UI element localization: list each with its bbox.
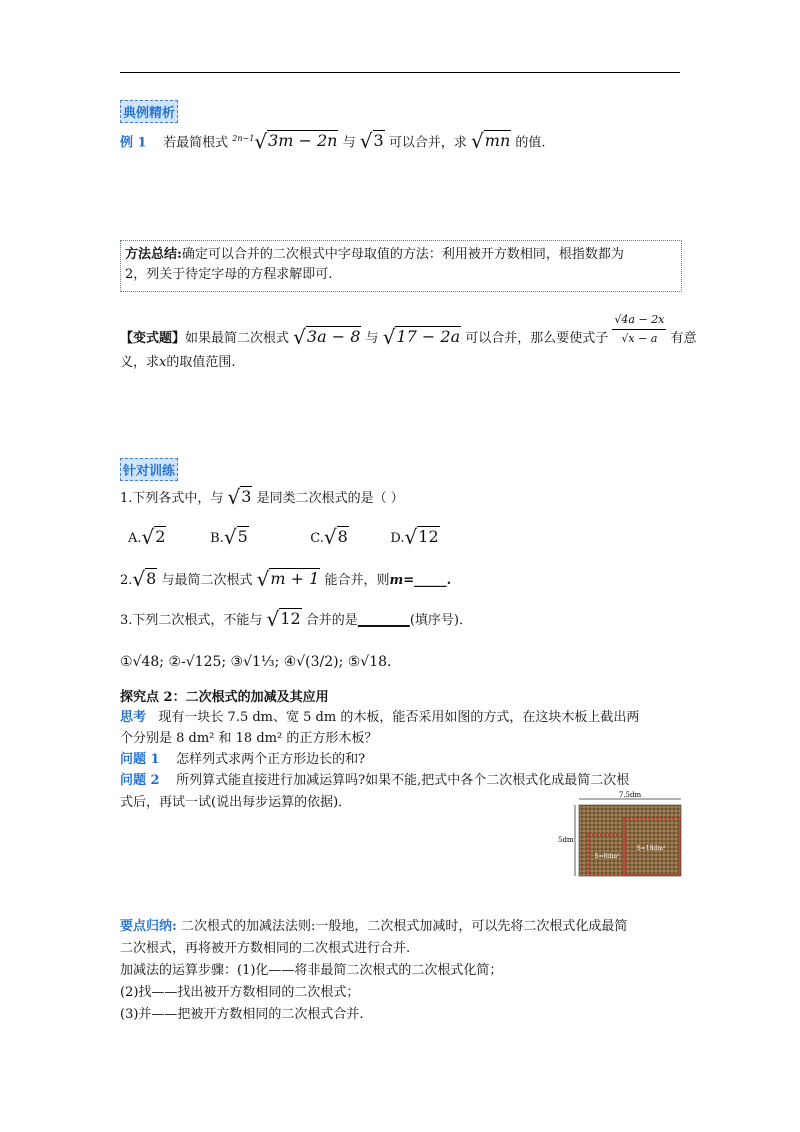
example-label: 例 1	[120, 135, 147, 151]
summary-line-4: (2)找——找出被开方数相同的二次根式；	[120, 985, 360, 1000]
question-1: 问题 1 怎样列式求两个正方形边长的和?	[120, 752, 366, 767]
summary-line-3: 加减法的运算步骤：(1)化——将非最简二次根式的二次根式化简；	[120, 963, 503, 978]
practice-q1-options	[128, 525, 548, 549]
question-2: 问题 2 所列算式能直接进行加减运算吗?如果不能,把式中各个二次根式化成最简二次根	[120, 773, 630, 788]
radical-sqrt3: √3	[359, 129, 384, 154]
variant-question-cont: 义，求x的取值范围.	[120, 355, 236, 370]
option-b: B.√5	[210, 525, 248, 549]
practice-q3-items: ①√48; ②-√125; ③√1⅓; ④√(3/2); ⑤√18.	[120, 654, 392, 670]
section-title-practice: 针对训练	[120, 458, 178, 481]
summary-line-1: 要点归纳: 二次根式的加减法法则:一般地，二次根式加减时，可以先将二次根式化成最简	[120, 919, 628, 934]
practice-q2: 2.√8 与最简二次根式 √m + 1 能合并，则m=_____.	[120, 567, 452, 591]
width-label: 7.5dm	[618, 791, 642, 799]
option-c: C.√8	[310, 525, 348, 549]
height-label: 5dm	[558, 836, 574, 844]
think-line-2: 个分别是 8 dm² 和 18 dm² 的正方形木板？	[120, 731, 378, 746]
practice-q1: 1.下列各式中，与 √3 是同类二次根式的是（ ）	[120, 485, 404, 509]
summary-line-2: 二次根式，再将被开方数相同的二次根式进行合并.	[120, 941, 411, 956]
wood-board-diagram	[555, 790, 683, 882]
think-line-1: 思考 现有一块长 7.5 dm、宽 5 dm 的木板，能否采用如图的方式，在这块木板上截出两	[120, 710, 640, 725]
practice-q3: 3.下列二次根式，不能与 √12 合并的是________(填序号)．	[120, 607, 472, 631]
explore-heading: 探究点 2：二次根式的加减及其应用	[120, 690, 329, 705]
variant-label: 【变式题】	[120, 331, 186, 346]
method-summary-box: 方法总结:确定可以合并的二次根式中字母取值的方法：利用被开方数相同，根指数都为 2，列关于待定字母的方程求解即可.	[120, 240, 682, 292]
radical-mn: √mn	[471, 129, 511, 154]
option-a: A.√2	[128, 525, 166, 549]
variant-question: 【变式题】如果最简二次根式 √3a − 8 与 √17 − 2a 可以合并，那么要使式子 $\frac{√4a - 2x}{√x - a}$ 有意	[120, 313, 697, 349]
method-label: 方法总结:	[125, 247, 182, 262]
wood-board	[579, 805, 681, 876]
summary-line-5: (3)并——把被开方数相同的二次根式合并.	[120, 1007, 364, 1022]
radical-nth-root: $^{2n-1}$√3m − 2n	[232, 129, 338, 154]
example-1: 例 1 若最简根式 $^{2n-1}$√3m − 2n 与 √3 可以合并，求 √mn 的值.	[120, 129, 546, 154]
top-rule	[120, 72, 680, 73]
question-2-cont: 式后，再试一试(说出每步运算的依据)．	[120, 795, 352, 810]
section-title-examples: 典例精析	[120, 100, 178, 123]
option-d: D.√12	[390, 525, 439, 549]
small-square-label: S=8dm²	[594, 853, 620, 860]
fraction-expression: $\frac{√4a - 2x}{√x - a}$	[614, 313, 665, 345]
large-square-label: S=18dm²	[636, 845, 666, 852]
wood-board-svg	[555, 790, 683, 882]
